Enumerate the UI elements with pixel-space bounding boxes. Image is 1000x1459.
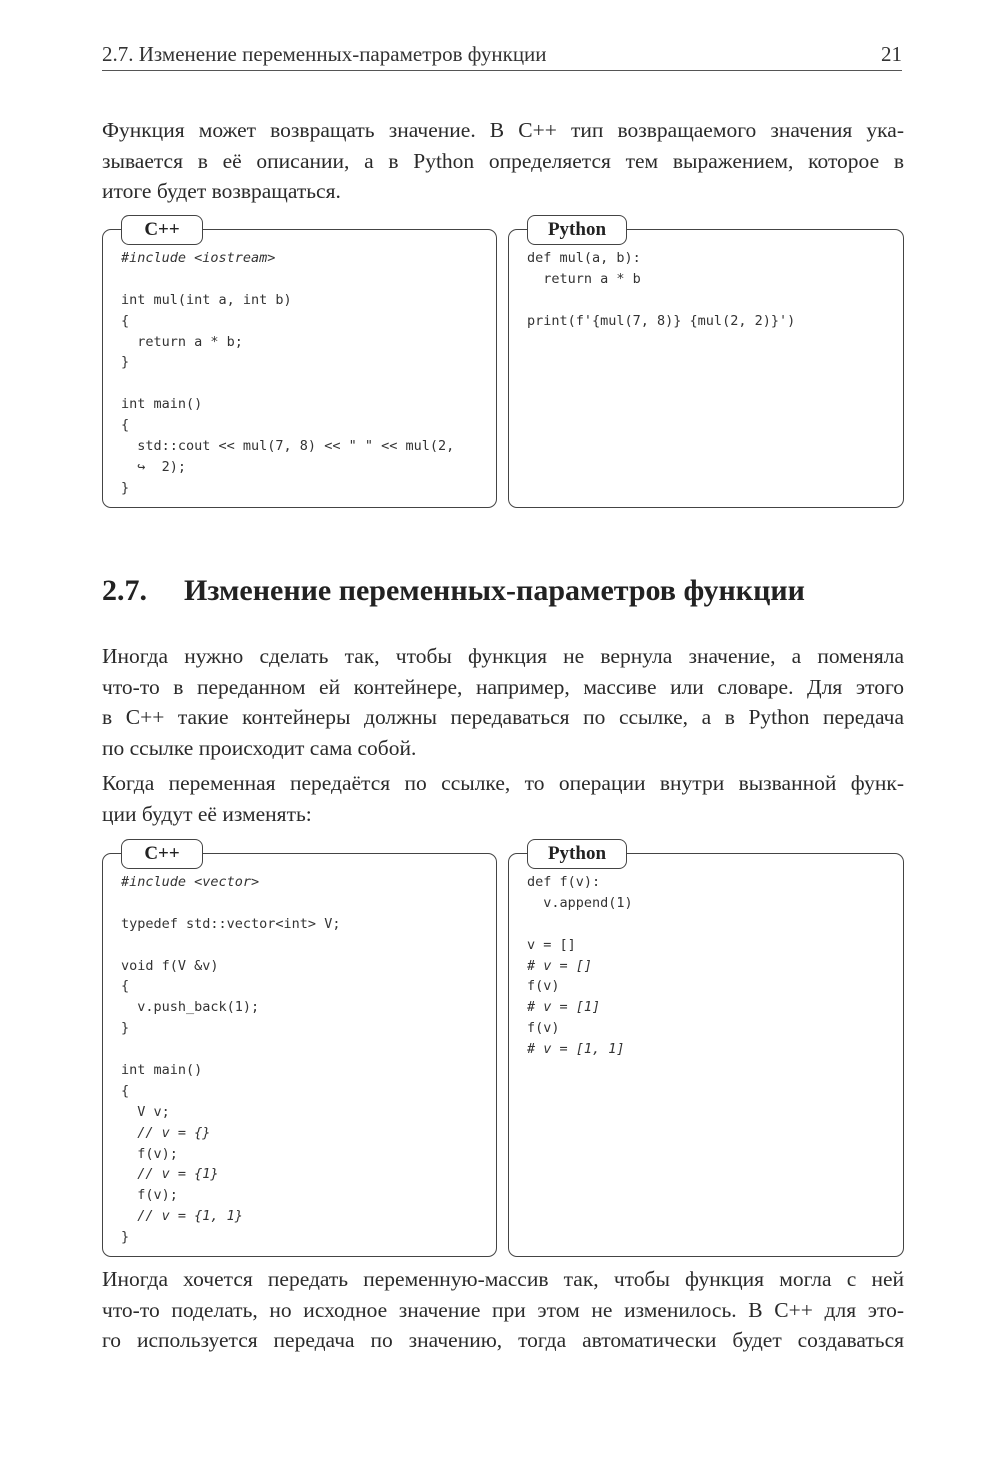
code-line: {	[121, 312, 130, 329]
code-line: f(v)	[527, 1020, 560, 1037]
code-line	[121, 1039, 340, 1060]
code-line: std::cout << mul(7, 8) << " " << mul(2,	[121, 438, 455, 455]
code-line: f(v)	[527, 978, 560, 995]
paragraph-line: в C++ такие контейнеры должны передаваться по ссылке, а в Python передача	[102, 705, 904, 729]
code-line: void f(V &v)	[121, 957, 219, 974]
section-heading	[102, 574, 805, 608]
code-line: typedef std::vector<int> V;	[121, 915, 341, 932]
paragraph-line: Когда переменная передаётся по ссылке, то операции внутри вызванной функ-	[102, 771, 904, 795]
code-line: v.push_back(1);	[121, 999, 260, 1016]
cpp-label-tab: C++	[121, 215, 203, 245]
code-comment-line: # v = [1]	[527, 999, 601, 1016]
code-comment-line: // v = {}	[121, 1124, 211, 1141]
code-line: return a * b	[527, 270, 641, 287]
code-line: f(v);	[121, 1187, 178, 1204]
section-number: 2.7.	[102, 574, 147, 607]
paragraph-line: Иногда хочется передать переменную-массив так, чтобы функция могла с ней	[102, 1267, 904, 1291]
code-line: return a * b;	[121, 333, 243, 350]
page-number: 21	[881, 42, 902, 66]
paragraph-line: ции будут её изменять:	[102, 801, 312, 826]
code-line	[121, 269, 454, 290]
running-header-title: 2.7. Изменение переменных-параметров функции	[102, 42, 547, 66]
paragraph-line: что-то поделать, но исходное значение при этом не изменилось. В C++ для это-	[102, 1297, 904, 1322]
code-line: v = []	[527, 936, 576, 953]
code-line: #include <iostream>	[121, 250, 276, 266]
code-line: v.append(1)	[527, 894, 633, 911]
paragraph-line: итоге будет возвращаться.	[102, 179, 341, 203]
paragraph-line: Функция может возвращать значение. В C++ тип возвращаемого значения ука-	[102, 118, 904, 142]
cpp-label-tab: C++	[121, 839, 203, 869]
code-comment-line: # v = [1, 1]	[527, 1041, 625, 1058]
code-line	[121, 373, 454, 394]
code-line: }	[121, 479, 130, 496]
python-code-listing	[508, 219, 904, 508]
python-code	[527, 872, 633, 1060]
code-comment-line: // v = {1, 1}	[121, 1208, 243, 1225]
code-line: def f(v):	[527, 874, 601, 890]
code-line: }	[121, 1229, 130, 1246]
code-line: int mul(int a, int b)	[121, 291, 292, 308]
cpp-code-listing	[102, 219, 497, 508]
code-line: #include <vector>	[121, 874, 260, 890]
code-line	[527, 290, 795, 311]
cpp-code-listing	[102, 843, 497, 1257]
code-line	[527, 914, 633, 935]
code-line: {	[121, 978, 130, 995]
python-label-tab: Python	[527, 215, 627, 245]
body-paragraph	[102, 641, 904, 763]
code-line: int main()	[121, 396, 203, 413]
code-line: f(v);	[121, 1145, 178, 1162]
paragraph-line: зывается в её описании, а в Python определяется тем выражением, которое в	[102, 148, 904, 173]
code-line	[121, 893, 340, 914]
paragraph-line: Иногда нужно сделать так, чтобы функция не вернула значение, а поменяла	[102, 644, 904, 668]
section-title: Изменение переменных-параметров функции	[184, 574, 805, 607]
body-paragraph	[102, 1264, 904, 1356]
code-line: print(f'{mul(7, 8)} {mul(2, 2)}')	[527, 312, 796, 329]
code-comment-line: # v = []	[527, 957, 593, 974]
intro-paragraph	[102, 115, 904, 207]
code-line: }	[121, 1020, 130, 1037]
code-comment-line: // v = {1}	[121, 1166, 219, 1183]
python-code	[527, 248, 795, 332]
paragraph-line: по ссылке происходит сама собой.	[102, 735, 417, 760]
paragraph-line: что-то в переданном ей контейнере, например, массиве или словаре. Для этого	[102, 674, 904, 699]
code-line: }	[121, 354, 130, 371]
code-line: {	[121, 1082, 130, 1099]
python-label-tab: Python	[527, 839, 627, 869]
python-code-listing	[508, 843, 904, 1257]
cpp-code	[121, 248, 454, 499]
code-line: def mul(a, b):	[527, 250, 641, 266]
code-line	[121, 935, 340, 956]
code-line: ↪ 2);	[121, 458, 187, 475]
cpp-code	[121, 872, 340, 1248]
code-line: {	[121, 417, 130, 434]
code-line: V v;	[121, 1103, 170, 1120]
running-header	[102, 40, 902, 71]
body-paragraph	[102, 768, 904, 829]
code-line: int main()	[121, 1062, 203, 1079]
paragraph-line: го используется передача по значению, тогда автоматически будет создаваться	[102, 1328, 904, 1352]
